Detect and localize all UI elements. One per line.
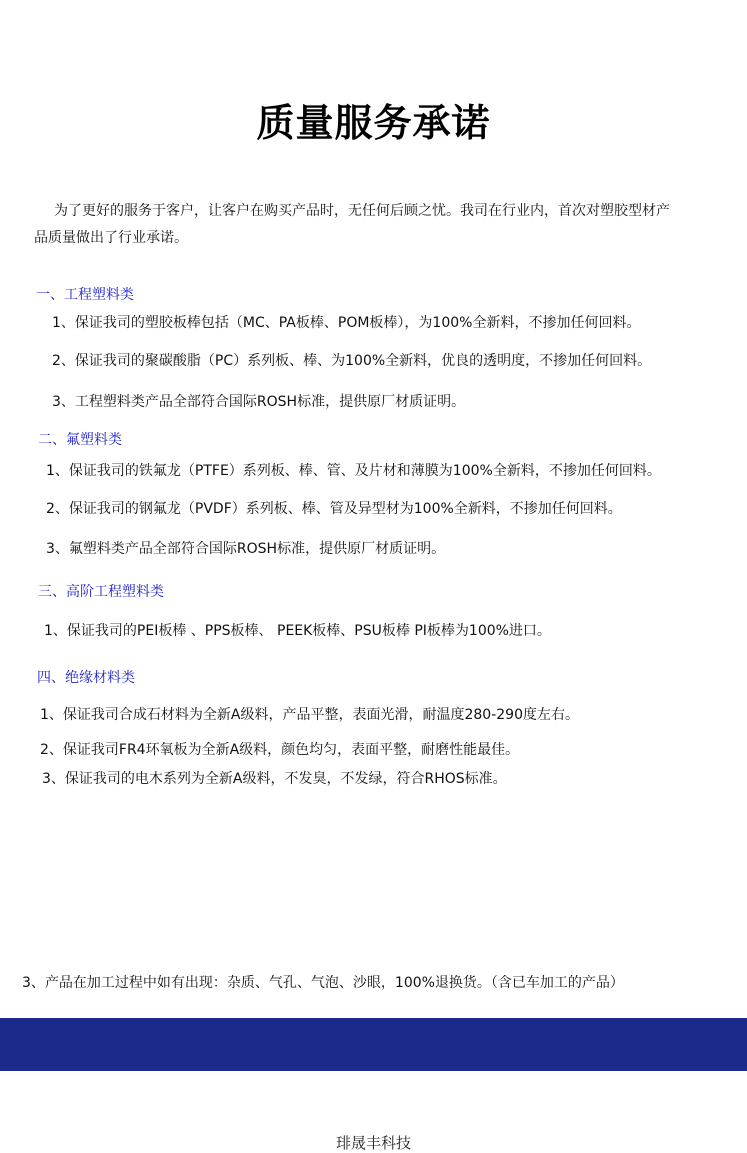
section-item: 3、工程塑料类产品全部符合国际ROSH标准，提供原厂材质证明。 — [52, 394, 466, 410]
intro-line-1: 为了更好的服务于客户，让客户在购买产品时，无任何后顾之忧。我司在行业内，首次对塑胶型材产 — [54, 203, 670, 219]
footer-band — [0, 1018, 747, 1071]
section-item: 1、保证我司的PEI板棒 、PPS板棒、 PEEK板棒、PSU板棒 PI板棒为100%进口。 — [44, 623, 551, 639]
section-item: 1、保证我司合成石材料为全新A级料，产品平整，表面光滑，耐温度280-290度左右。 — [40, 707, 579, 723]
page-title: 质量服务承诺 — [256, 101, 491, 145]
section-item: 3、氟塑料类产品全部符合国际ROSH标准，提供原厂材质证明。 — [46, 541, 446, 557]
return-policy-note: 3、产品在加工过程中如有出现：杂质、气孔、气泡、沙眼，100%退换货。（含已车加工的产品） — [22, 975, 624, 991]
section-heading-insulation-materials: 四、绝缘材料类 — [37, 670, 135, 686]
section-item: 1、保证我司的铁氟龙（PTFE）系列板、棒、管、及片材和薄膜为100%全新料，不掺加任何回料。 — [46, 463, 661, 479]
section-item: 3、保证我司的电木系列为全新A级料，不发臭，不发绿，符合RHOS标准。 — [42, 771, 507, 787]
section-heading-fluoroplastics: 二、氟塑料类 — [38, 432, 122, 448]
company-name: 琲晟丰科技 — [335, 1134, 411, 1152]
intro-line-2: 品质量做出了行业承诺。 — [34, 230, 188, 246]
section-heading-high-performance-plastics: 三、高阶工程塑料类 — [38, 584, 164, 600]
section-item: 2、保证我司的聚碳酸脂（PC）系列板、棒、为100%全新料，优良的透明度，不掺加任何回料。 — [52, 353, 652, 369]
section-item: 2、保证我司FR4环氧板为全新A级料，颜色均匀，表面平整，耐磨性能最佳。 — [40, 742, 520, 758]
section-item: 2、保证我司的钢氟龙（PVDF）系列板、棒、管及异型材为100%全新料，不掺加任何回料。 — [46, 501, 622, 517]
section-item: 1、保证我司的塑胶板棒包括（MC、PA板棒、POM板棒），为100%全新料，不掺加任何回料。 — [52, 315, 641, 331]
intro-paragraph — [34, 198, 724, 252]
section-heading-engineering-plastics: 一、工程塑料类 — [36, 287, 134, 303]
